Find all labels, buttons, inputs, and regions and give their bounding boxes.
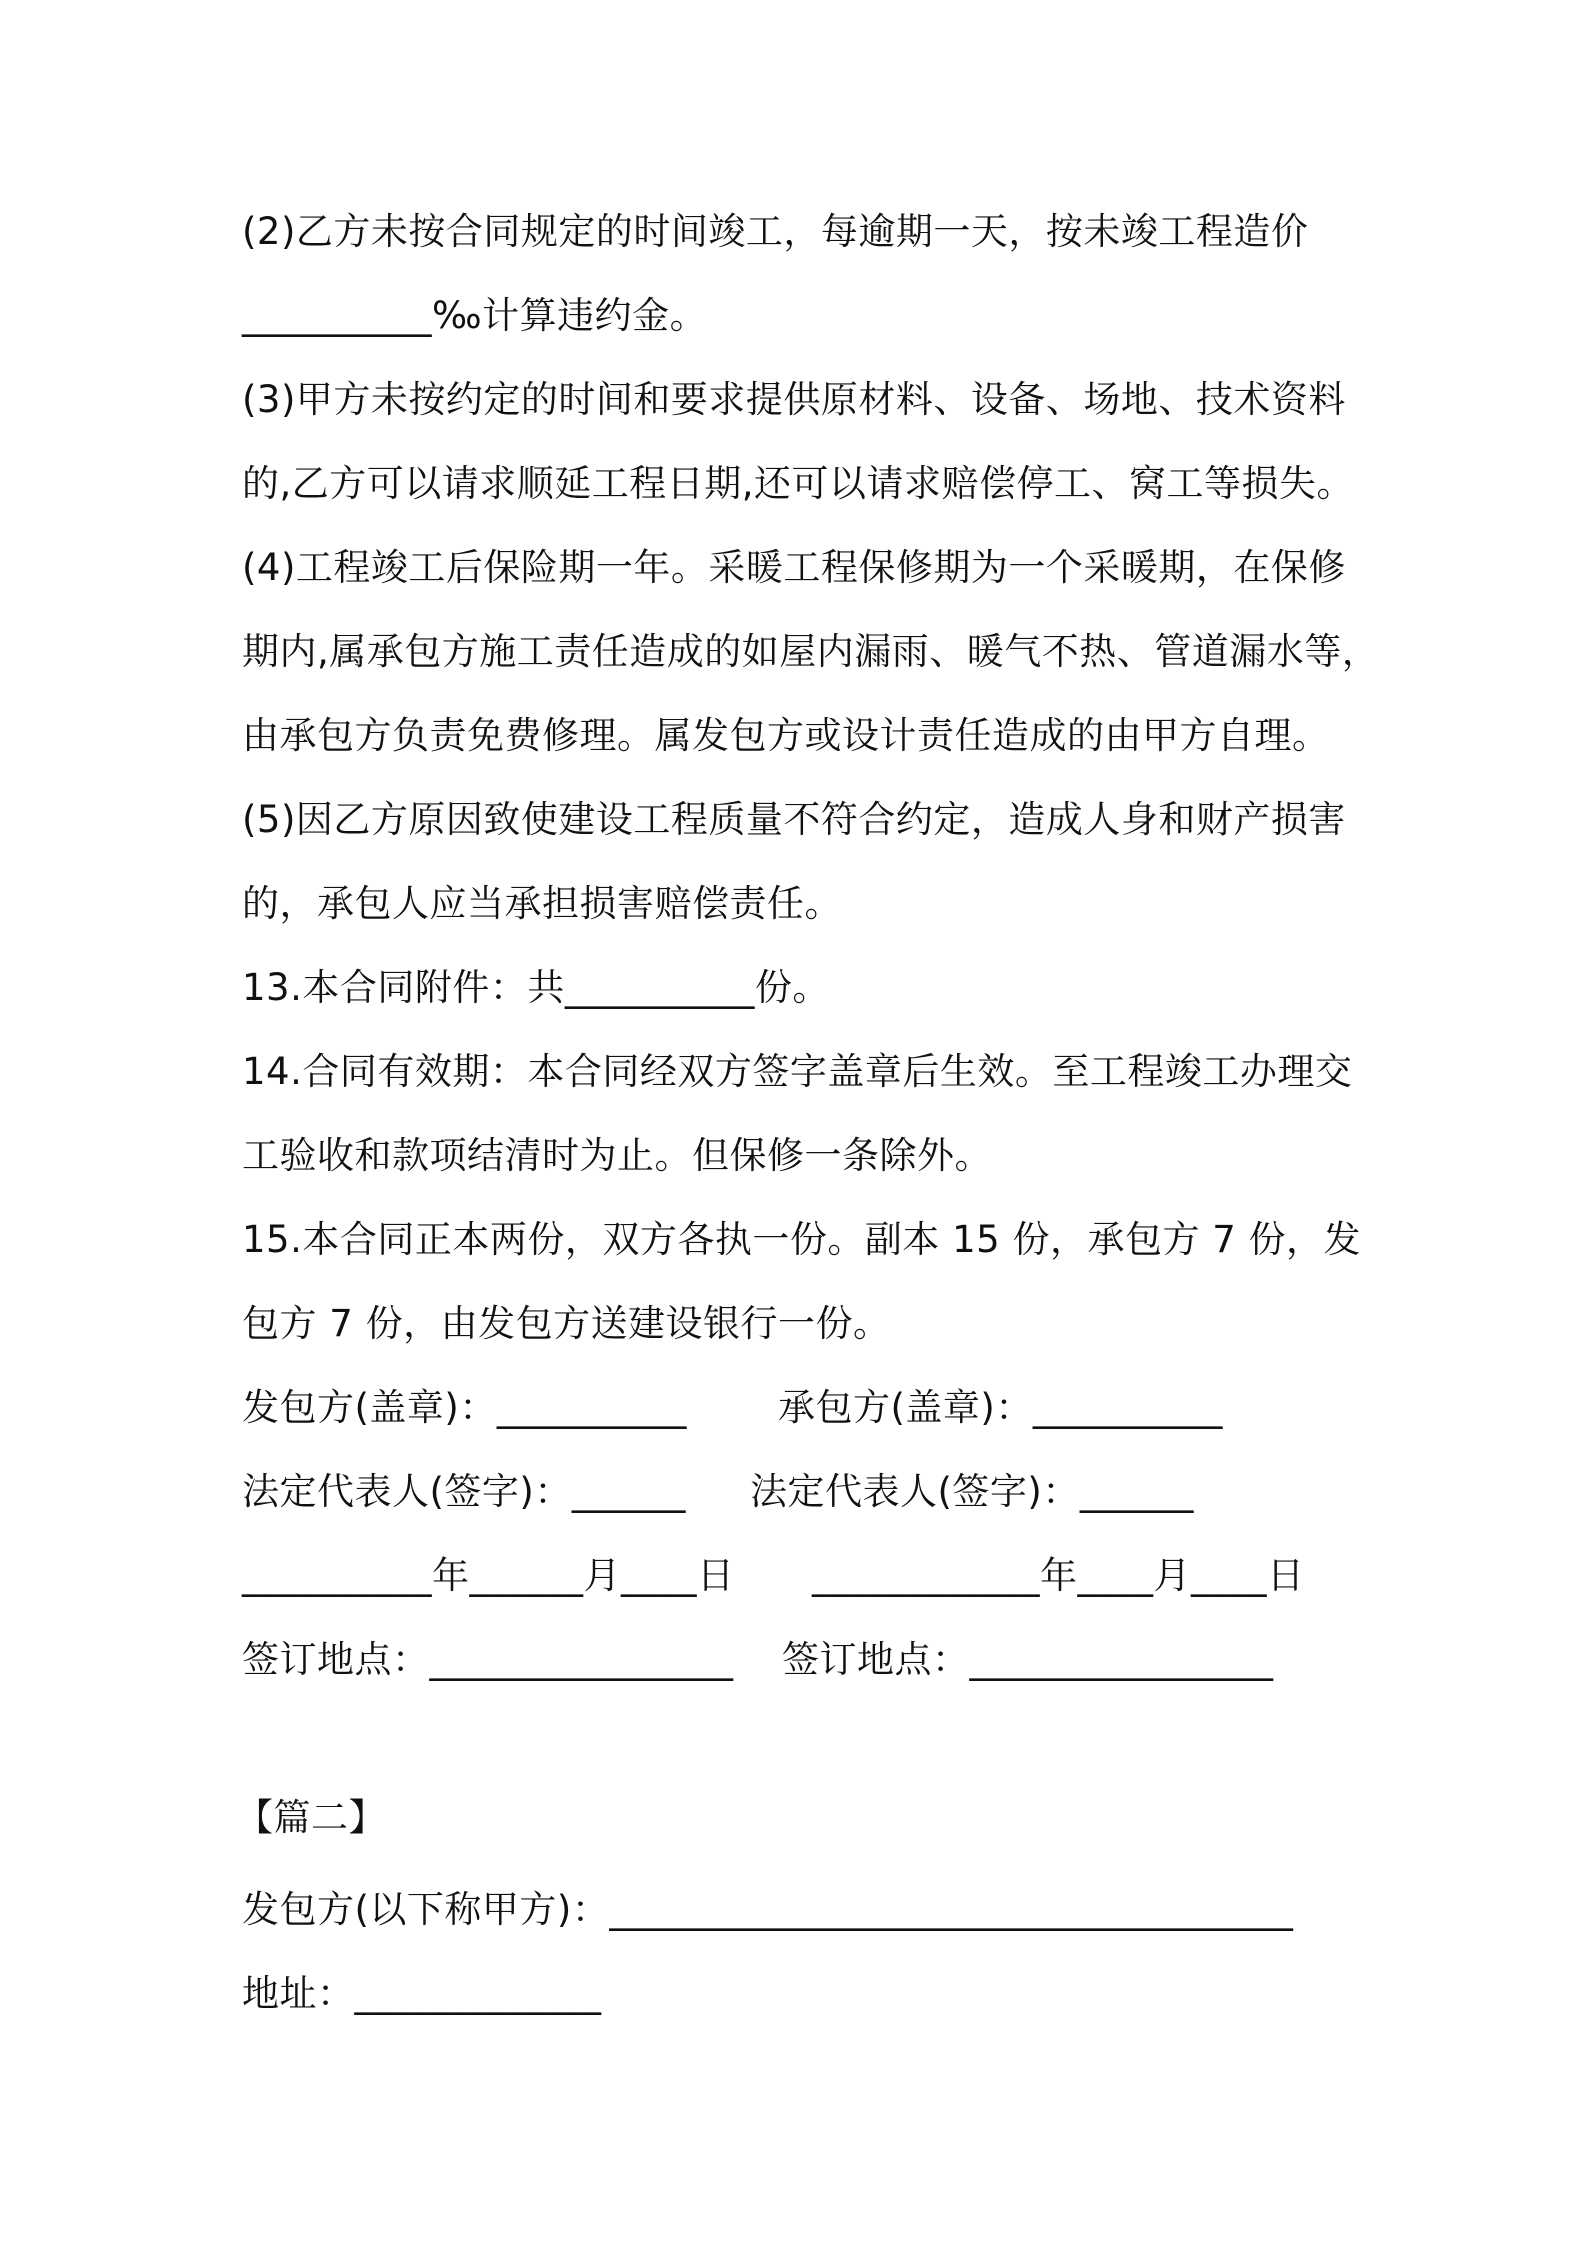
date-row: [242, 1551, 1305, 1601]
clause-14-line-1: 14.合同有效期：本合同经双方签字盖章后生效。至工程竣工办理交: [242, 1050, 1353, 1093]
employer-date: __________年______月____日: [242, 1554, 735, 1597]
contractor-signing-place: 签订地点：________________: [782, 1638, 1274, 1681]
clause-2-line-2: __________‰计算违约金。: [242, 294, 708, 337]
clause-15-line-1: 15.本合同正本两份，双方各执一份。副本 15 份，承包方 7 份，发: [242, 1218, 1362, 1261]
section-title: 【篇二】: [236, 1796, 386, 1839]
seal-row: [242, 1383, 1223, 1433]
clause-3-line-2: 的,乙方可以请求顺延工程日期,还可以请求赔偿停工、窝工等损失。: [242, 462, 1355, 505]
clause-4-line-3: 由承包方负责免费修理。属发包方或设计责任造成的由甲方自理。: [242, 714, 1330, 757]
clause-5-line-1: (5)因乙方原因致使建设工程质量不符合约定，造成人身和财产损害: [242, 798, 1346, 841]
employer-representative: 法定代表人(签字)：______: [242, 1470, 686, 1513]
clause-15-line-2: 包方 7 份，由发包方送建设银行一份。: [242, 1302, 891, 1345]
employer-seal: 发包方(盖章)：__________: [242, 1386, 687, 1429]
contractor-representative: 法定代表人(签字)：______: [750, 1470, 1194, 1513]
address-line: 地址：_____________: [242, 1972, 602, 2015]
clause-13: 13.本合同附件：共__________份。: [242, 966, 830, 1009]
clause-2-line-1: (2)乙方未按合同规定的时间竣工，每逾期一天，按未竣工程造价: [242, 210, 1309, 253]
clause-5-line-2: 的，承包人应当承担损害赔偿责任。: [242, 882, 842, 925]
contractor-seal: 承包方(盖章)：__________: [778, 1386, 1223, 1429]
employer-signing-place: 签订地点：________________: [242, 1638, 734, 1681]
contractor-date: ____________年____月____日: [812, 1554, 1305, 1597]
clause-3-line-1: (3)甲方未按约定的时间和要求提供原材料、设备、场地、技术资料: [242, 378, 1346, 421]
clause-14-line-2: 工验收和款项结清时为止。但保修一条除外。: [242, 1134, 992, 1177]
clause-4-line-1: (4)工程竣工后保险期一年。采暖工程保修期为一个采暖期，在保修: [242, 546, 1346, 589]
clause-4-line-2: 期内,属承包方施工责任造成的如屋内漏雨、暖气不热、管道漏水等，: [242, 630, 1380, 673]
place-row: [242, 1635, 1274, 1685]
representative-row: [242, 1467, 1194, 1517]
employer-party-line: 发包方(以下称甲方)：____________________________________: [242, 1888, 1294, 1931]
